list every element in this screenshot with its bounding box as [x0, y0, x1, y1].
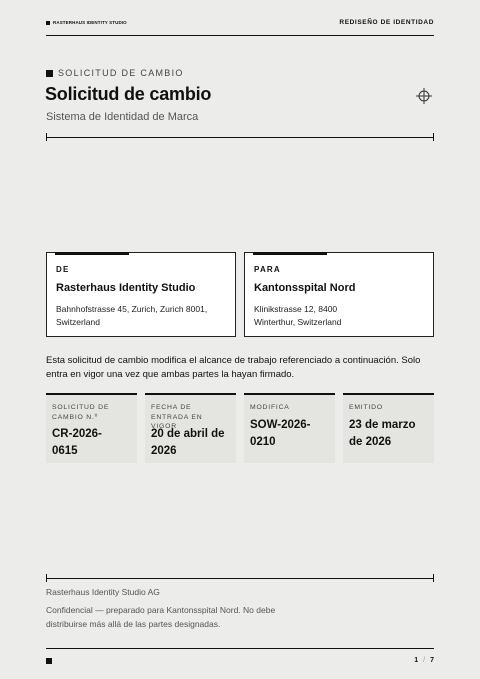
footer-square-icon: [46, 658, 52, 664]
eyebrow: [46, 68, 184, 78]
brand-name: RASTERHAUS IDENTITY STUDIO: [53, 20, 127, 25]
page-current: 1: [414, 657, 419, 664]
from-address: Bahnhofstrasse 45, Zurich, Zurich 8001, Switzerland: [56, 304, 208, 327]
to-label: PARA: [254, 265, 281, 274]
meta-card-change-number: [46, 393, 137, 463]
to-party-card: [244, 252, 434, 337]
from-name: Rasterhaus Identity Studio: [56, 282, 196, 294]
meta-label: FECHA DE ENTRADA EN VIGOR: [151, 404, 203, 430]
meta-card-issued: [343, 393, 434, 463]
eyebrow-square-icon: [46, 70, 53, 77]
page-separator: /: [423, 657, 426, 664]
title-divider: [46, 133, 434, 141]
to-address: Klinikstrasse 12, 8400 Winterthur, Switzerland: [254, 304, 342, 327]
bottom-bar: [46, 648, 434, 668]
brand-square-icon: [46, 21, 50, 25]
meta-label: SOLICITUD DE CAMBIO N.º: [52, 404, 110, 421]
meta-card-modifies: [244, 393, 335, 463]
header-bar: [46, 14, 434, 36]
to-name: Kantonsspital Nord: [254, 282, 356, 294]
page-indicator: [414, 657, 434, 664]
crosshair-icon: [416, 88, 432, 104]
meta-card-effective-date: [145, 393, 236, 463]
intro-text: Esta solicitud de cambio modifica el alcance de trabajo referenciado a continuación. Solo entra en vigor una vez que ambas partes la hayan firmado.: [46, 355, 421, 380]
meta-label: MODIFICA: [250, 404, 290, 411]
meta-value: 23 de marzo de 2026: [349, 419, 416, 448]
page-total: 7: [430, 657, 434, 664]
footer-company: Rasterhaus Identity Studio AG: [46, 587, 160, 597]
eyebrow-label: SOLICITUD DE CAMBIO: [58, 68, 184, 78]
section-title: REDISEÑO DE IDENTIDAD: [339, 19, 434, 26]
footer-divider: [46, 574, 434, 582]
meta-label: EMITIDO: [349, 404, 383, 411]
from-party-card: [46, 252, 236, 337]
from-label: DE: [56, 265, 70, 274]
meta-value: CR-2026-0615: [52, 428, 102, 457]
meta-value: 20 de abril de 2026: [151, 428, 225, 457]
meta-value: SOW-2026-0210: [250, 419, 311, 448]
page-subtitle: Sistema de Identidad de Marca: [46, 111, 199, 123]
brand: [46, 20, 127, 25]
page-title: Solicitud de cambio: [45, 84, 212, 104]
footer-confidential: Confidencial — preparado para Kantonsspital Nord. No debe distribuirse más allá de las partes designadas.: [46, 605, 276, 629]
